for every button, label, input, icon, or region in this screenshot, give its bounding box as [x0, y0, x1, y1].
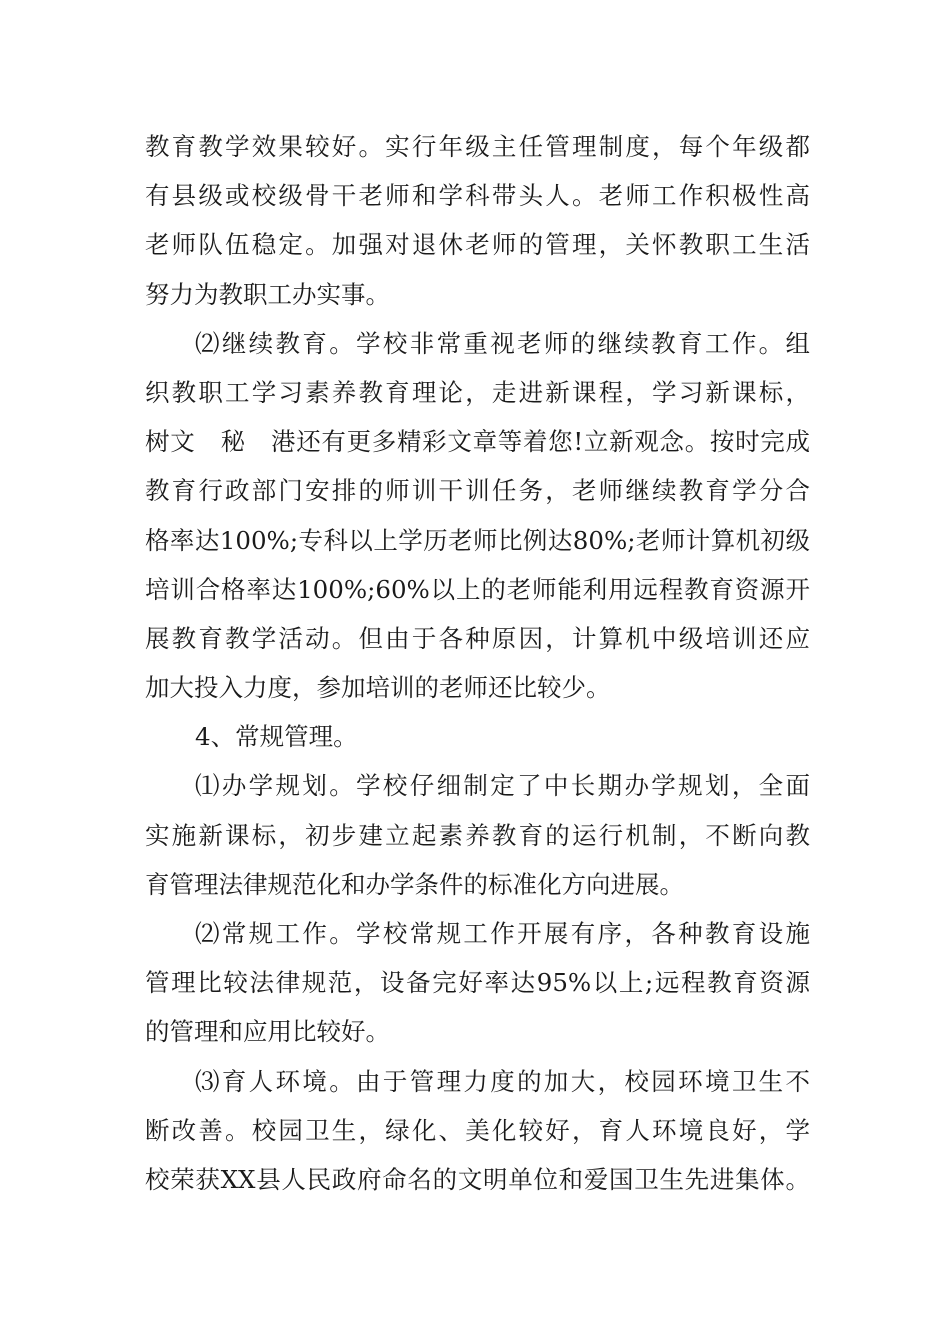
text-line: 培训合格率达100%;60%以上的老师能利用远程教育资源开	[145, 574, 810, 604]
text-line: ⑵常规工作。学校常规工作开展有序，各种教育设施	[195, 919, 810, 948]
text-line: 实施新课标，初步建立起素养教育的运行机制，不断向教	[145, 820, 810, 850]
text-line: 展教育教学活动。但由于各种原因，计算机中级培训还应	[145, 623, 810, 653]
text-line: 管理比较法律规范，设备完好率达95%以上;远程教育资源	[145, 968, 810, 998]
text-line: 努力为教职工办实事。	[145, 279, 390, 309]
text-line: ⑵继续教育。学校非常重视老师的继续教育工作。组	[195, 328, 810, 358]
text-line: 4、常规管理。	[195, 722, 358, 752]
text-line: 有县级或校级骨干老师和学科带头人。老师工作积极性高	[145, 181, 810, 211]
text-line: 加大投入力度，参加培训的老师还比较少。	[145, 673, 611, 703]
text-line: ⑴办学规划。学校仔细制定了中长期办学规划，全面	[195, 771, 810, 801]
text-line: 织教职工学习素养教育理论，走进新课程，学习新课标，	[145, 377, 810, 407]
text-line: 校荣获XX县人民政府命名的文明单位和爱国卫生先进集体。	[145, 1164, 810, 1194]
text-line: 教育教学效果较好。实行年级主任管理制度，每个年级都	[145, 132, 810, 161]
text-line: 的管理和应用比较好。	[145, 1017, 390, 1047]
body-text	[145, 122, 810, 1204]
text-line: 格率达100%;专科以上学历老师比例达80%;老师计算机初级	[145, 525, 810, 555]
text-line: 教育行政部门安排的师训干训任务，老师继续教育学分合	[145, 476, 810, 506]
text-line: 育管理法律规范化和办学条件的标准化方向进展。	[145, 869, 684, 899]
text-line: 树文 秘 港还有更多精彩文章等着您!立新观念。按时完成	[145, 427, 810, 457]
text-line: 断改善。校园卫生，绿化、美化较好，育人环境良好，学	[145, 1115, 810, 1145]
text-line: ⑶育人环境。由于管理力度的加大，校园环境卫生不	[195, 1066, 810, 1096]
text-line: 老师队伍稳定。加强对退休老师的管理，关怀教职工生活	[145, 230, 810, 260]
